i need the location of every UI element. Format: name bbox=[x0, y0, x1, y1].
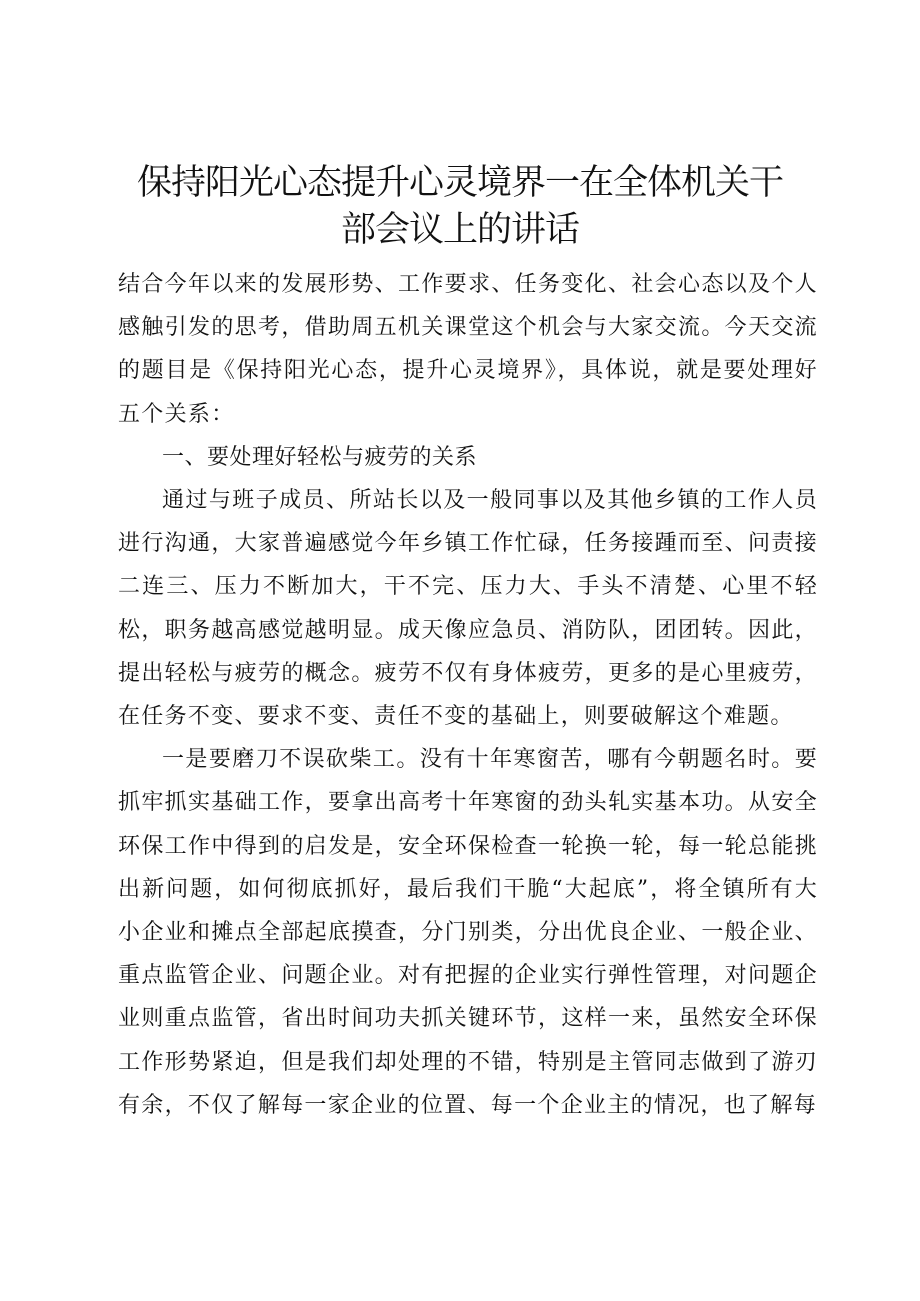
title-line-2: 部会议上的讲话 bbox=[340, 210, 579, 250]
title-line-1: 保持阳光心态提升心灵境界一在全体机关干 bbox=[136, 163, 783, 203]
paragraph-1: 通过与班子成员、所站长以及一般同事以及其他乡镇的工作人员进行沟通，大家普遍感觉今年乡镇工作忙碌，任务接踵而至、问责接二连三、压力不断加大，干不完、压力大、手头不清楚、心里不轻松，职务越高感觉越明显。成天像应急员、消防队，团团转。因此，提出轻松与疲劳的概念。疲劳不仅有身体疲劳，更多的是心里疲劳，在任务不变、要求不变、责任不变的基础上，则要破解这个难题。 bbox=[118, 488, 818, 730]
intro-paragraph: 结合今年以来的发展形势、工作要求、任务变化、社会心态以及个人感触引发的思考，借助周五机关课堂这个机会与大家交流。今天交流的题目是《保持阳光心态，提升心灵境界》，具体说，就是要处理好五个关系： bbox=[118, 272, 818, 427]
document-body bbox=[118, 263, 818, 1127]
document-title bbox=[0, 160, 920, 254]
paragraph-2: 一是要磨刀不误砍柴工。没有十年寒窗苦，哪有今朝题名时。要抓牢抓实基础工作，要拿出高考十年寒窗的劲头轧实基本功。从安全环保工作中得到的启发是，安全环保检查一轮换一轮，每一轮总能挑出新问题，如何彻底抓好，最后我们干脆“大起底”，将全镇所有大小企业和摊点全部起底摸查，分门别类，分出优良企业、一般企业、重点监管企业、问题企业。对有把握的企业实行弹性管理，对问题企业则重点监管，省出时间功夫抓关键环节，这样一来，虽然安全环保工作形势紧迫，但是我们却处理的不错，特别是主管同志做到了游刃有余，不仅了解每一家企业的位置、每一个企业主的情况，也了解每 bbox=[118, 747, 818, 1118]
section-1-heading: 一、要处理好轻松与疲劳的关系 bbox=[162, 444, 478, 470]
